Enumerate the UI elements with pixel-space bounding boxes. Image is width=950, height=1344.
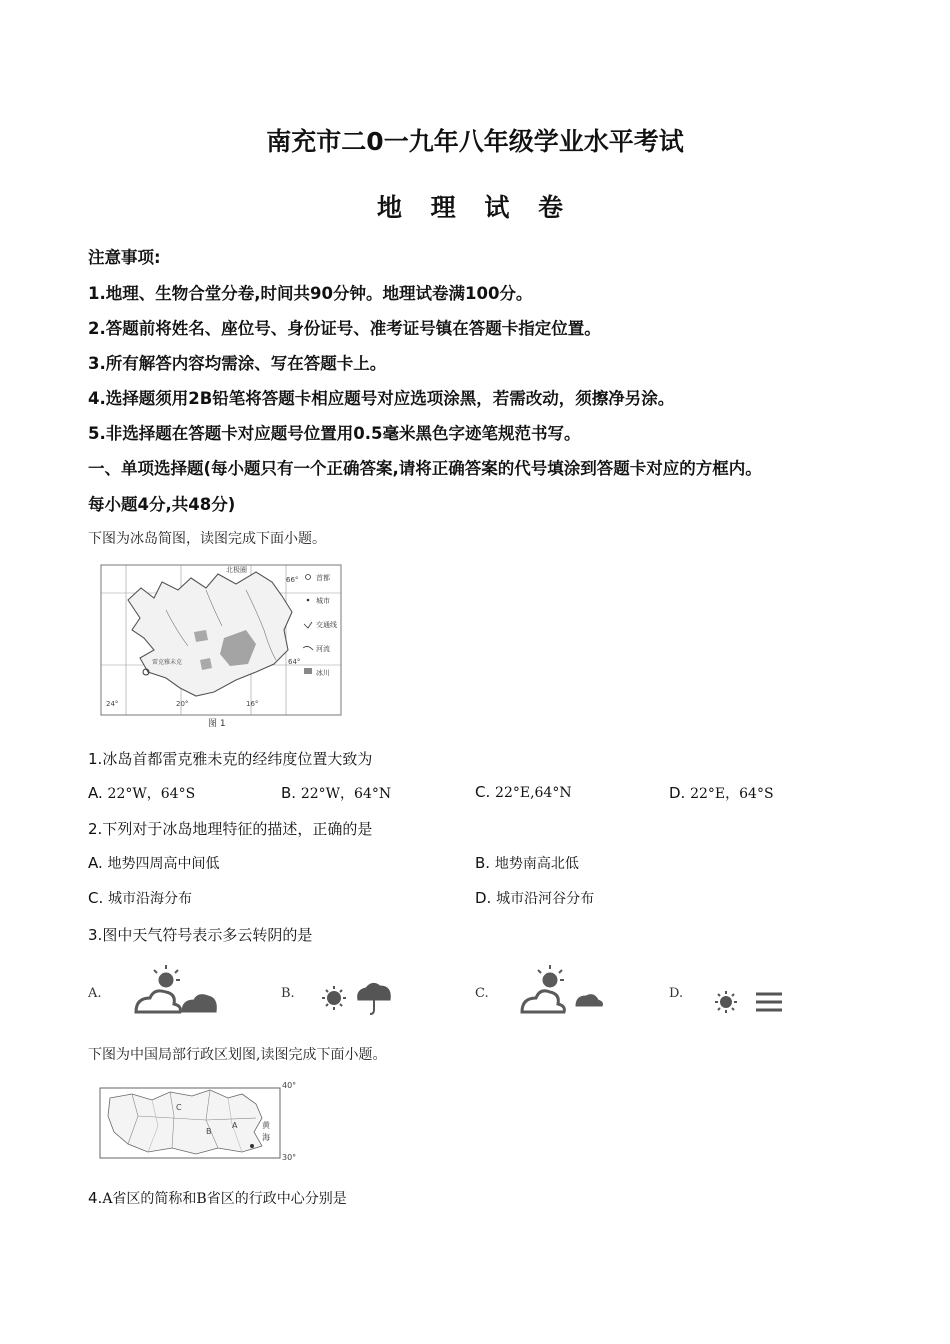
question-1-text: 冰岛首都雷克雅未克的经纬度位置大致为	[102, 750, 373, 768]
q3-option-b-icon[interactable]	[318, 972, 398, 1024]
region-c-label: C	[176, 1103, 182, 1112]
question-3	[88, 924, 312, 945]
question-2-text: 下列对于冰岛地理特征的描述，正确的是	[102, 820, 373, 838]
q1-option-c[interactable]: C. 22°E,64°N	[475, 783, 572, 801]
sea-label-1: 黄	[262, 1121, 270, 1130]
question-1	[88, 748, 372, 769]
q3-option-c-label[interactable]: C.	[475, 986, 489, 1001]
notice-heading: 注意事项:	[88, 248, 161, 267]
capital-label: 雷克雅未克	[152, 659, 183, 666]
q2-option-b[interactable]: B. 地势南高北低	[475, 854, 579, 872]
q3-option-d-icon[interactable]	[710, 984, 790, 1020]
question-4-number: 4.	[88, 1189, 103, 1207]
question-2	[88, 818, 372, 839]
question-3-number: 3.	[88, 926, 103, 944]
question-4-text: A省区的简称和B省区的行政中心分别是	[102, 1191, 347, 1207]
notice-item-2: 2.答题前将姓名、座位号、身份证号、准考证号镇在答题卡指定位置。	[88, 319, 601, 338]
question-1-number: 1.	[88, 750, 103, 768]
notice-item-4: 4.选择题须用2B铅笔将答题卡相应题号对应选项涂黑，若需改动，须擦净另涂。	[88, 389, 675, 408]
question-4	[88, 1188, 347, 1208]
lat-66-label: 66°	[286, 576, 299, 584]
section-heading-line1: 一、单项选择题(每小题只有一个正确答案,请将正确答案的代号填涂到答题卡对应的方框内。	[88, 459, 762, 478]
region-b-label: B	[206, 1127, 212, 1136]
sea-label-2: 海	[262, 1133, 270, 1142]
question-3-text: 图中天气符号表示多云转阴的是	[102, 926, 313, 944]
q2-option-a[interactable]: A. 地势四周高中间低	[88, 854, 220, 872]
legend-city: 城市	[316, 597, 330, 605]
legend-transport: 交通线	[316, 621, 337, 629]
china-intro: 下图为中国局部行政区划图,读图完成下面小题。	[88, 1047, 387, 1063]
exam-title: 南充市二0一九年八年级学业水平考试	[266, 127, 684, 156]
q3-option-c-icon[interactable]	[518, 962, 608, 1020]
china-map	[92, 1076, 312, 1168]
lat-40-label: 40°	[282, 1081, 297, 1090]
notice-item-5: 5.非选择题在答题卡对应题号位置用0.5毫米黑色字迹笔规范书写。	[88, 424, 581, 443]
q3-option-a-label[interactable]: A.	[88, 986, 102, 1001]
lat-30-label: 30°	[282, 1153, 297, 1162]
notice-item-1: 1.地理、生物合堂分卷,时间共90分钟。地理试卷满100分。	[88, 284, 533, 303]
q3-option-d-label[interactable]: D.	[669, 986, 684, 1001]
notice-item-3: 3.所有解答内容均需涂、写在答题卡上。	[88, 354, 387, 373]
map-caption: 图 1	[208, 719, 226, 729]
lon-20-label: 20°	[176, 700, 189, 708]
q1-option-a[interactable]: A. 22°W，64°S	[88, 784, 196, 802]
iceland-intro: 下图为冰岛简图，读图完成下面小题。	[88, 531, 326, 547]
exam-subtitle: 地 理 试 卷	[376, 193, 574, 222]
q3-option-b-label[interactable]: B.	[281, 986, 295, 1001]
section-heading-line2: 每小题4分,共48分)	[88, 495, 236, 514]
legend-glacier: 冰川	[316, 669, 330, 677]
legend-river: 河流	[316, 645, 330, 653]
q2-option-d[interactable]: D. 城市沿河谷分布	[475, 889, 595, 907]
q1-option-b[interactable]: B. 22°W，64°N	[281, 784, 392, 802]
lat-64-label: 64°	[288, 658, 301, 666]
legend-capital: 首都	[316, 574, 330, 582]
question-2-number: 2.	[88, 820, 103, 838]
q2-option-c[interactable]: C. 城市沿海分布	[88, 889, 193, 907]
q1-option-d[interactable]: D. 22°E，64°S	[669, 784, 774, 802]
lon-24-label: 24°	[106, 700, 119, 708]
arctic-circle-label: 北极圈	[226, 566, 247, 574]
q3-option-a-icon[interactable]	[132, 962, 222, 1020]
lon-16-label: 16°	[246, 700, 259, 708]
iceland-map	[96, 560, 346, 732]
region-a-label: A	[232, 1121, 238, 1130]
